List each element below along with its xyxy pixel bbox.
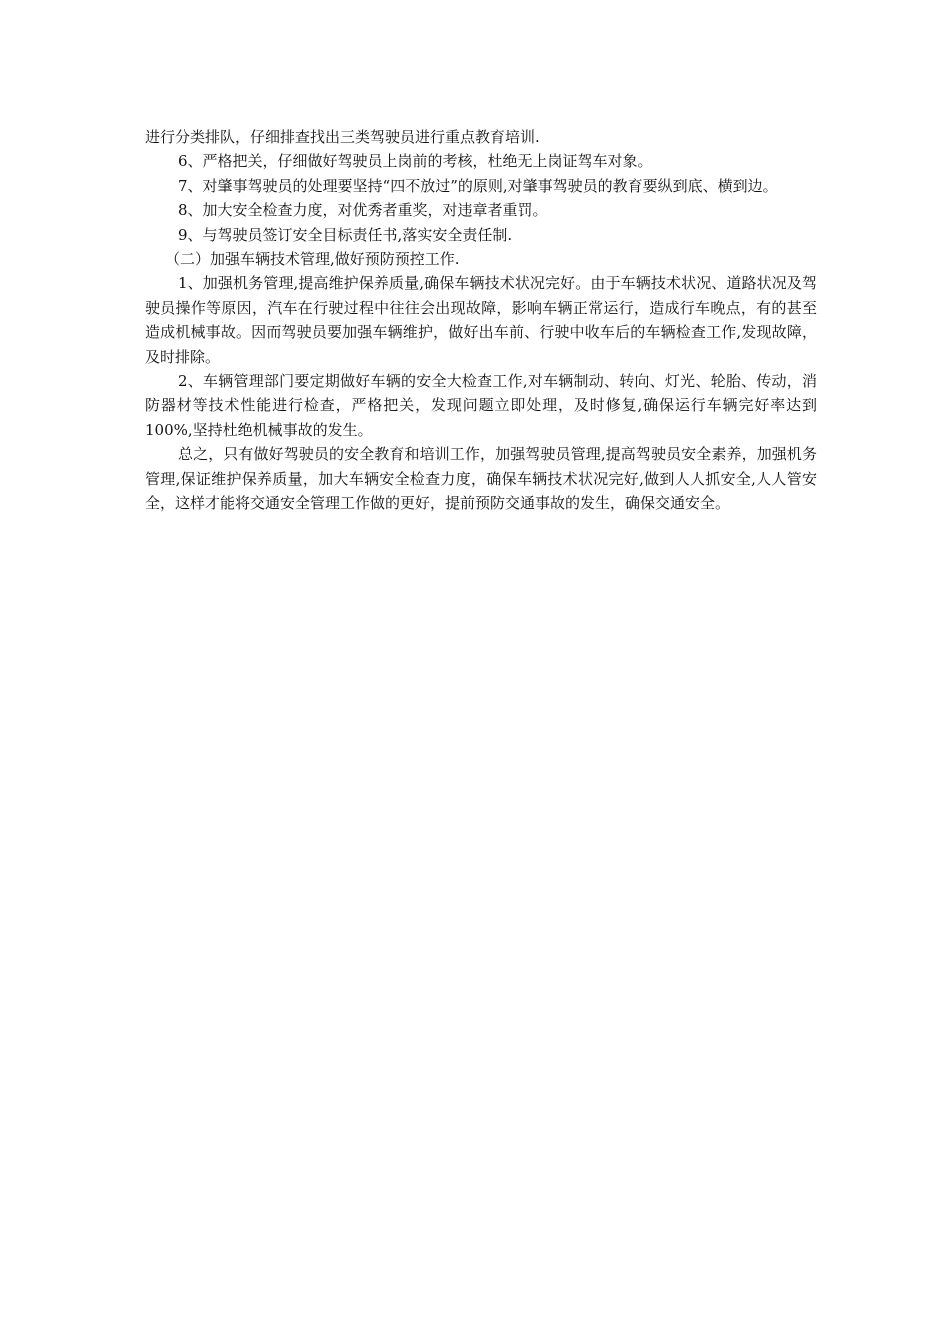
- paragraph-continuation: 进行分类排队，仔细排查找出三类驾驶员进行重点教育培训.: [145, 128, 540, 146]
- section-heading-2: （二）加强车辆技术管理,做好预防预控工作.: [165, 250, 460, 269]
- paragraph-summary: 总之，只有做好驾驶员的安全教育和培训工作，加强驾驶员管理,提高驾驶员安全素养，加强机务管理,保证维护保养质量，加大车辆安全检查力度，确保车辆技术状况完好,做到人人抓安全,人人管安全，这样才能将交通安全管理工作做的更好，提前预防交通事故的发生，确保交通安全。: [145, 445, 817, 513]
- paragraph-item-7: 7、对肇事驾驶员的处理要坚持“四不放过”的原则,对肇事驾驶员的教育要纵到底、横到边。: [178, 176, 778, 195]
- paragraph-vehicle-item-2: 2、车辆管理部门要定期做好车辆的安全大检查工作,对车辆制动、转向、灯光、轮胎、传动，消防器材等技术性能进行检查，严格把关，发现问题立即处理，及时修复,确保运行车辆完好率达到100%,坚持杜绝机械事故的发生。: [145, 372, 817, 439]
- document-body: [145, 125, 817, 516]
- paragraph-item-6: 6、严格把关，仔细做好驾驶员上岗前的考核，杜绝无上岗证驾车对象。: [178, 152, 653, 171]
- paragraph-item-8: 8、加大安全检查力度，对优秀者重奖，对违章者重罚。: [178, 201, 548, 220]
- paragraph-item-9: 9、与驾驶员签订安全目标责任书,落实安全责任制.: [178, 225, 513, 244]
- paragraph-vehicle-item-1: 1、加强机务管理,提高维护保养质量,确保车辆技术状况完好。由于车辆技术状况、道路状况及驾驶员操作等原因，汽车在行驶过程中往往会出现故障，影响车辆正常运行，造成行车晚点，有的甚至造成机械事故。因而驾驶员要加强车辆维护，做好出车前、行驶中收车后的车辆检查工作,发现故障，及时排除。: [145, 274, 817, 366]
